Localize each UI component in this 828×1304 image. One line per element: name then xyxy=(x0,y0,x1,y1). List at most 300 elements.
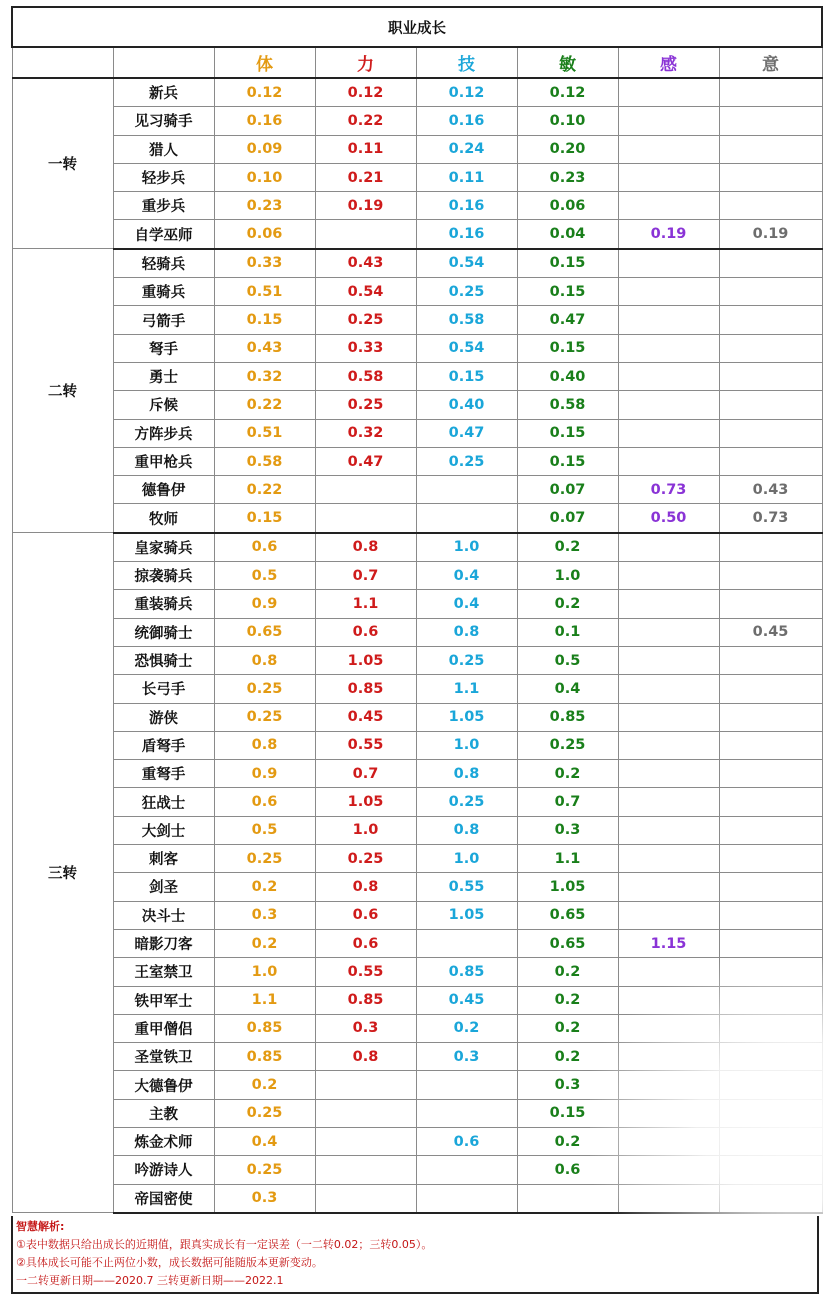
stat-ti: 0.8 xyxy=(214,646,315,674)
stat-ti: 0.51 xyxy=(214,419,315,447)
stat-gan xyxy=(618,1099,719,1127)
stat-ji: 0.58 xyxy=(416,306,517,334)
stat-min: 0.58 xyxy=(517,391,618,419)
class-name: 弩手 xyxy=(113,334,214,362)
stat-yi: 0.73 xyxy=(719,504,822,533)
notes-line-2: ②具体成长可能不止两位小数，成长数据可能随版本更新变动。 xyxy=(16,1256,323,1269)
stat-min: 0.23 xyxy=(517,163,618,191)
stat-gan xyxy=(618,958,719,986)
stat-li xyxy=(315,1099,416,1127)
stat-ji: 0.15 xyxy=(416,362,517,390)
stat-ji xyxy=(416,504,517,533)
stat-gan xyxy=(618,447,719,475)
stat-ti: 0.43 xyxy=(214,334,315,362)
class-name: 盾弩手 xyxy=(113,731,214,759)
stat-yi xyxy=(719,929,822,957)
stat-min: 0.10 xyxy=(517,107,618,135)
stat-gan xyxy=(618,788,719,816)
table-row xyxy=(12,1043,822,1071)
class-name: 重骑兵 xyxy=(113,278,214,306)
stat-gan xyxy=(618,816,719,844)
class-name: 圣堂铁卫 xyxy=(113,1043,214,1071)
stat-ti: 0.2 xyxy=(214,1071,315,1099)
stat-ji xyxy=(416,929,517,957)
class-name: 猎人 xyxy=(113,135,214,163)
stat-min: 0.07 xyxy=(517,504,618,533)
class-name: 重步兵 xyxy=(113,192,214,220)
stat-ji: 0.2 xyxy=(416,1014,517,1042)
stat-min: 0.15 xyxy=(517,278,618,306)
stat-min: 0.65 xyxy=(517,901,618,929)
stat-ti: 0.32 xyxy=(214,362,315,390)
stat-li: 0.22 xyxy=(315,107,416,135)
stat-min: 0.25 xyxy=(517,731,618,759)
stat-gan xyxy=(618,278,719,306)
stat-ti: 0.8 xyxy=(214,731,315,759)
stat-yi xyxy=(719,1099,822,1127)
stat-ji: 0.40 xyxy=(416,391,517,419)
stat-ji: 0.25 xyxy=(416,788,517,816)
stat-ti: 0.6 xyxy=(214,788,315,816)
stat-min: 0.2 xyxy=(517,1127,618,1155)
stat-li: 0.45 xyxy=(315,703,416,731)
stat-li xyxy=(315,220,416,249)
stat-gan xyxy=(618,675,719,703)
table-row xyxy=(12,220,822,249)
stat-gan xyxy=(618,1043,719,1071)
stat-ji: 0.24 xyxy=(416,135,517,163)
stat-yi xyxy=(719,1071,822,1099)
class-name: 统御骑士 xyxy=(113,618,214,646)
stat-min: 0.15 xyxy=(517,1099,618,1127)
stat-gan xyxy=(618,107,719,135)
stat-min: 1.05 xyxy=(517,873,618,901)
stat-min: 0.3 xyxy=(517,816,618,844)
class-name: 牧师 xyxy=(113,504,214,533)
stat-min: 0.40 xyxy=(517,362,618,390)
stat-ti: 1.0 xyxy=(214,958,315,986)
notes-line-3: 一二转更新日期——2020.7 三转更新日期——2022.1 xyxy=(16,1274,284,1287)
notes-box xyxy=(11,1216,819,1294)
class-name: 游侠 xyxy=(113,703,214,731)
stat-ji: 1.0 xyxy=(416,533,517,562)
stat-yi xyxy=(719,731,822,759)
table-row xyxy=(12,929,822,957)
header-min: 敏 xyxy=(517,47,618,78)
stat-ji: 0.45 xyxy=(416,986,517,1014)
stat-ji: 0.8 xyxy=(416,760,517,788)
stat-min: 0.15 xyxy=(517,419,618,447)
stat-yi xyxy=(719,675,822,703)
class-name: 帝国密使 xyxy=(113,1184,214,1213)
stat-li xyxy=(315,1071,416,1099)
stat-li xyxy=(315,476,416,504)
stat-ji xyxy=(416,1184,517,1213)
stat-ti: 0.85 xyxy=(214,1014,315,1042)
class-name: 勇士 xyxy=(113,362,214,390)
class-name: 自学巫师 xyxy=(113,220,214,249)
stat-yi xyxy=(719,958,822,986)
stat-ti: 0.65 xyxy=(214,618,315,646)
stat-ji: 0.8 xyxy=(416,816,517,844)
table-row xyxy=(12,958,822,986)
stat-min: 1.1 xyxy=(517,845,618,873)
header-ji: 技 xyxy=(416,47,517,78)
stat-min: 0.2 xyxy=(517,986,618,1014)
stat-ji: 0.55 xyxy=(416,873,517,901)
table-row xyxy=(12,192,822,220)
stat-ti: 0.6 xyxy=(214,533,315,562)
stat-min: 0.2 xyxy=(517,590,618,618)
header-blank-name xyxy=(113,47,214,78)
table-title: 职业成长 xyxy=(12,7,822,47)
stat-gan: 1.15 xyxy=(618,929,719,957)
stat-min: 0.12 xyxy=(517,78,618,107)
stat-gan xyxy=(618,533,719,562)
stat-ji: 0.4 xyxy=(416,590,517,618)
table-row xyxy=(12,163,822,191)
stat-min: 0.15 xyxy=(517,447,618,475)
stat-min: 0.2 xyxy=(517,533,618,562)
table-row xyxy=(12,334,822,362)
stat-gan xyxy=(618,562,719,590)
header-yi: 意 xyxy=(719,47,822,78)
class-name: 轻骑兵 xyxy=(113,249,214,278)
stat-li: 0.8 xyxy=(315,533,416,562)
table-row xyxy=(12,1099,822,1127)
table-row xyxy=(12,1156,822,1184)
class-name: 大剑士 xyxy=(113,816,214,844)
stat-gan xyxy=(618,618,719,646)
table-row xyxy=(12,1071,822,1099)
stat-min: 0.20 xyxy=(517,135,618,163)
class-name: 吟游诗人 xyxy=(113,1156,214,1184)
table-row xyxy=(12,1127,822,1155)
stat-ti: 0.23 xyxy=(214,192,315,220)
stat-yi xyxy=(719,1043,822,1071)
stat-gan xyxy=(618,760,719,788)
stat-yi xyxy=(719,447,822,475)
stat-yi xyxy=(719,1184,822,1213)
stat-yi xyxy=(719,816,822,844)
stat-gan xyxy=(618,590,719,618)
stat-ji: 0.16 xyxy=(416,220,517,249)
stat-ti: 0.9 xyxy=(214,760,315,788)
stat-min: 0.3 xyxy=(517,1071,618,1099)
stat-gan xyxy=(618,391,719,419)
stat-li: 0.55 xyxy=(315,731,416,759)
stat-ti: 0.25 xyxy=(214,1099,315,1127)
stat-min: 0.85 xyxy=(517,703,618,731)
stat-min: 0.2 xyxy=(517,760,618,788)
table-row xyxy=(12,986,822,1014)
stat-li: 0.12 xyxy=(315,78,416,107)
stat-min: 0.47 xyxy=(517,306,618,334)
stat-gan xyxy=(618,731,719,759)
stat-ti: 0.22 xyxy=(214,476,315,504)
stat-yi xyxy=(719,78,822,107)
group-label: 三转 xyxy=(12,533,113,1213)
stat-yi xyxy=(719,135,822,163)
table-row xyxy=(12,533,822,562)
stat-ti: 0.06 xyxy=(214,220,315,249)
stat-gan xyxy=(618,163,719,191)
stat-yi xyxy=(719,1014,822,1042)
stat-ti: 0.25 xyxy=(214,1156,315,1184)
table-row xyxy=(12,618,822,646)
class-name: 重装骑兵 xyxy=(113,590,214,618)
stat-min: 0.15 xyxy=(517,334,618,362)
stat-ji: 1.1 xyxy=(416,675,517,703)
stat-min: 1.0 xyxy=(517,562,618,590)
stat-ti: 0.10 xyxy=(214,163,315,191)
table-row xyxy=(12,646,822,674)
stat-yi xyxy=(719,278,822,306)
stat-ji: 0.25 xyxy=(416,447,517,475)
class-name: 重甲僧侣 xyxy=(113,1014,214,1042)
stat-gan xyxy=(618,192,719,220)
class-name: 王室禁卫 xyxy=(113,958,214,986)
stat-yi xyxy=(719,533,822,562)
stat-ti: 0.16 xyxy=(214,107,315,135)
class-name: 刺客 xyxy=(113,845,214,873)
stat-li xyxy=(315,1127,416,1155)
stat-ti: 0.58 xyxy=(214,447,315,475)
stat-ti: 0.9 xyxy=(214,590,315,618)
stat-li: 0.47 xyxy=(315,447,416,475)
stat-li: 0.11 xyxy=(315,135,416,163)
stat-min: 0.2 xyxy=(517,958,618,986)
table-row xyxy=(12,78,822,107)
table-row xyxy=(12,1184,822,1213)
stat-min: 0.2 xyxy=(517,1043,618,1071)
stat-ti: 0.5 xyxy=(214,816,315,844)
stat-li: 0.21 xyxy=(315,163,416,191)
stat-ji: 0.85 xyxy=(416,958,517,986)
stat-li: 0.43 xyxy=(315,249,416,278)
stat-yi xyxy=(719,901,822,929)
stat-ti: 0.3 xyxy=(214,1184,315,1213)
stat-ti: 0.15 xyxy=(214,306,315,334)
class-name: 弓箭手 xyxy=(113,306,214,334)
notes-line-1: ①表中数据只给出成长的近期值，跟真实成长有一定误差（一二转0.02；三转0.05）。 xyxy=(16,1238,433,1251)
stat-yi xyxy=(719,192,822,220)
stat-li: 1.1 xyxy=(315,590,416,618)
stat-gan xyxy=(618,306,719,334)
class-name: 重甲枪兵 xyxy=(113,447,214,475)
stat-yi xyxy=(719,1156,822,1184)
class-name: 新兵 xyxy=(113,78,214,107)
class-name: 暗影刀客 xyxy=(113,929,214,957)
stat-gan xyxy=(618,1014,719,1042)
stat-yi xyxy=(719,590,822,618)
table-row xyxy=(12,816,822,844)
table-row xyxy=(12,476,822,504)
header-ti: 体 xyxy=(214,47,315,78)
stat-li: 1.05 xyxy=(315,788,416,816)
stat-ti: 0.51 xyxy=(214,278,315,306)
stat-li: 0.25 xyxy=(315,845,416,873)
table-row xyxy=(12,703,822,731)
class-name: 主教 xyxy=(113,1099,214,1127)
stat-ji: 1.05 xyxy=(416,703,517,731)
stat-li: 0.85 xyxy=(315,986,416,1014)
table-row xyxy=(12,760,822,788)
stat-yi: 0.45 xyxy=(719,618,822,646)
class-name: 掠袭骑兵 xyxy=(113,562,214,590)
stat-li xyxy=(315,1156,416,1184)
stat-yi xyxy=(719,986,822,1014)
stat-ji: 0.54 xyxy=(416,334,517,362)
stat-min: 0.04 xyxy=(517,220,618,249)
stat-gan xyxy=(618,334,719,362)
stat-min: 0.7 xyxy=(517,788,618,816)
stat-gan xyxy=(618,646,719,674)
stat-gan xyxy=(618,362,719,390)
stat-ti: 0.12 xyxy=(214,78,315,107)
stat-ji: 1.0 xyxy=(416,845,517,873)
stat-gan xyxy=(618,419,719,447)
class-name: 大德鲁伊 xyxy=(113,1071,214,1099)
stat-li: 0.19 xyxy=(315,192,416,220)
stat-li: 0.33 xyxy=(315,334,416,362)
class-name: 狂战士 xyxy=(113,788,214,816)
stat-li: 1.05 xyxy=(315,646,416,674)
stat-ji: 0.11 xyxy=(416,163,517,191)
stat-min: 0.07 xyxy=(517,476,618,504)
table-row xyxy=(12,788,822,816)
stat-ti: 0.85 xyxy=(214,1043,315,1071)
stat-yi xyxy=(719,249,822,278)
stat-ti: 0.25 xyxy=(214,845,315,873)
stat-ji: 1.0 xyxy=(416,731,517,759)
stat-gan xyxy=(618,135,719,163)
stat-yi xyxy=(719,306,822,334)
class-name: 斥候 xyxy=(113,391,214,419)
stat-yi: 0.19 xyxy=(719,220,822,249)
stat-min: 0.1 xyxy=(517,618,618,646)
table-row xyxy=(12,504,822,533)
stat-min: 0.2 xyxy=(517,1014,618,1042)
stat-min xyxy=(517,1184,618,1213)
stat-li: 0.55 xyxy=(315,958,416,986)
table-row xyxy=(12,135,822,163)
stat-gan xyxy=(618,845,719,873)
stat-li: 0.7 xyxy=(315,562,416,590)
table-row xyxy=(12,391,822,419)
stat-li: 0.3 xyxy=(315,1014,416,1042)
stat-yi xyxy=(719,760,822,788)
stat-yi xyxy=(719,703,822,731)
stat-yi xyxy=(719,873,822,901)
table-row xyxy=(12,845,822,873)
table-row xyxy=(12,562,822,590)
stat-yi xyxy=(719,419,822,447)
stat-li: 0.6 xyxy=(315,929,416,957)
stat-gan xyxy=(618,1156,719,1184)
table-row xyxy=(12,107,822,135)
class-name: 皇家骑兵 xyxy=(113,533,214,562)
stat-yi xyxy=(719,788,822,816)
stat-gan: 0.19 xyxy=(618,220,719,249)
stat-ji: 0.16 xyxy=(416,192,517,220)
stat-li: 0.8 xyxy=(315,873,416,901)
class-name: 见习骑手 xyxy=(113,107,214,135)
table-row xyxy=(12,249,822,278)
class-name: 长弓手 xyxy=(113,675,214,703)
class-name: 决斗士 xyxy=(113,901,214,929)
stat-yi xyxy=(719,1127,822,1155)
stat-ji: 0.25 xyxy=(416,278,517,306)
stat-min: 0.06 xyxy=(517,192,618,220)
table-row xyxy=(12,873,822,901)
table-row xyxy=(12,362,822,390)
table-row xyxy=(12,278,822,306)
stat-ji xyxy=(416,476,517,504)
stat-ji: 0.47 xyxy=(416,419,517,447)
stat-ji: 0.4 xyxy=(416,562,517,590)
stat-ti: 0.09 xyxy=(214,135,315,163)
stat-min: 0.65 xyxy=(517,929,618,957)
table-row xyxy=(12,419,822,447)
stat-ji: 0.16 xyxy=(416,107,517,135)
stat-yi: 0.43 xyxy=(719,476,822,504)
stat-ji xyxy=(416,1156,517,1184)
stat-li: 0.58 xyxy=(315,362,416,390)
stat-gan: 0.73 xyxy=(618,476,719,504)
stat-gan xyxy=(618,901,719,929)
stat-ji: 0.3 xyxy=(416,1043,517,1071)
stat-li: 0.25 xyxy=(315,306,416,334)
stat-gan: 0.50 xyxy=(618,504,719,533)
stat-gan xyxy=(618,1071,719,1099)
stat-ti: 0.22 xyxy=(214,391,315,419)
class-name: 恐惧骑士 xyxy=(113,646,214,674)
stat-yi xyxy=(719,562,822,590)
stat-ti: 0.4 xyxy=(214,1127,315,1155)
table-row xyxy=(12,447,822,475)
class-name: 炼金术师 xyxy=(113,1127,214,1155)
stat-li: 0.54 xyxy=(315,278,416,306)
stat-yi xyxy=(719,107,822,135)
stat-gan xyxy=(618,986,719,1014)
stat-yi xyxy=(719,163,822,191)
stat-ji xyxy=(416,1071,517,1099)
stat-yi xyxy=(719,845,822,873)
class-name: 方阵步兵 xyxy=(113,419,214,447)
stat-min: 0.5 xyxy=(517,646,618,674)
table-row xyxy=(12,590,822,618)
stat-min: 0.4 xyxy=(517,675,618,703)
growth-table xyxy=(11,6,823,1214)
stat-li: 0.8 xyxy=(315,1043,416,1071)
stat-ti: 0.5 xyxy=(214,562,315,590)
stat-li: 0.85 xyxy=(315,675,416,703)
stat-gan xyxy=(618,1127,719,1155)
table-row xyxy=(12,1014,822,1042)
stat-ti: 0.2 xyxy=(214,873,315,901)
stat-gan xyxy=(618,249,719,278)
stat-li: 0.7 xyxy=(315,760,416,788)
stat-ti: 0.25 xyxy=(214,703,315,731)
stat-ti: 0.2 xyxy=(214,929,315,957)
class-name: 重弩手 xyxy=(113,760,214,788)
header-li: 力 xyxy=(315,47,416,78)
stat-min: 0.6 xyxy=(517,1156,618,1184)
stat-li xyxy=(315,504,416,533)
stat-min: 0.15 xyxy=(517,249,618,278)
stat-li: 0.32 xyxy=(315,419,416,447)
